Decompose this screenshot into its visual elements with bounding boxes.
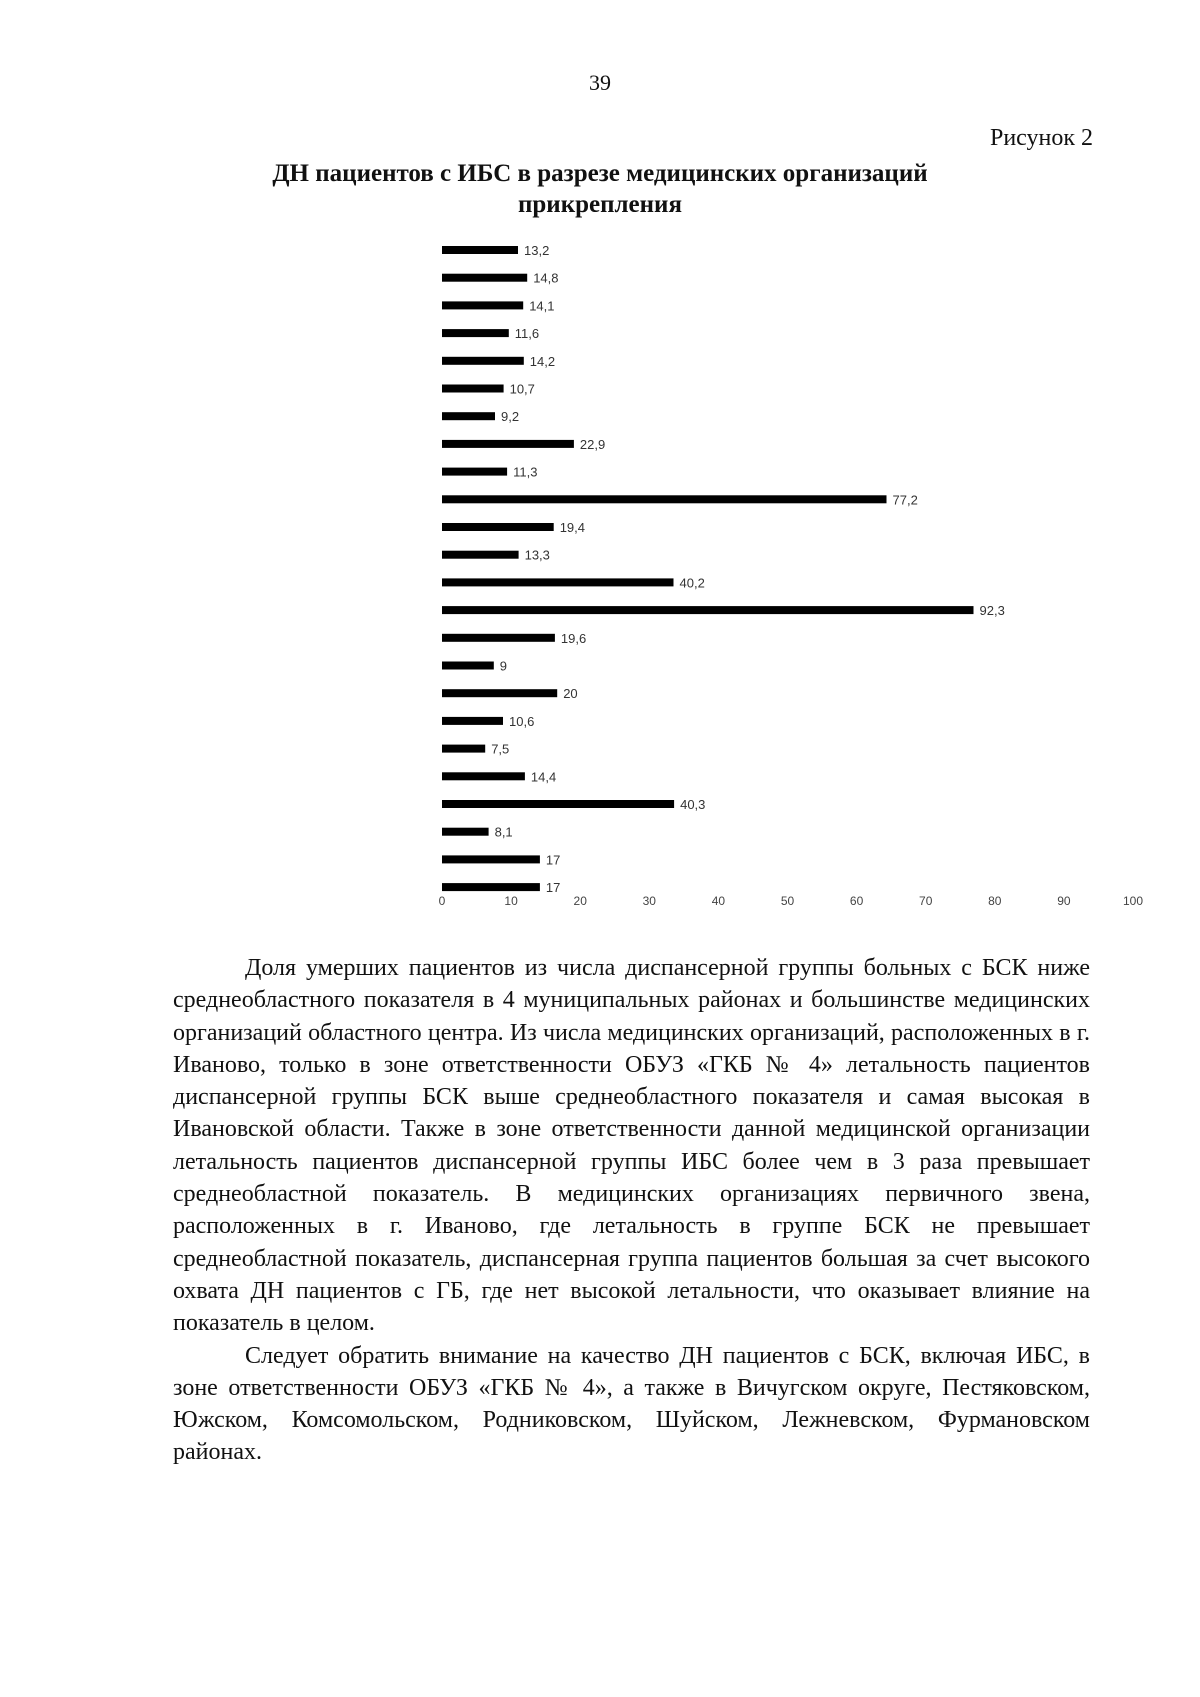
bar-value-label: 22,9 (579, 436, 606, 452)
x-tick-label: 0 (438, 894, 446, 908)
bar-value-label: 40,2 (679, 575, 705, 591)
bar-value-label: 17 (545, 852, 561, 868)
x-tick-label: 20 (573, 894, 587, 908)
x-tick-label: 60 (849, 894, 864, 908)
x-tick-label: 10 (504, 894, 518, 908)
bar (442, 745, 485, 753)
bar (442, 800, 674, 808)
bar-value-label: 92,3 (979, 603, 1005, 619)
x-tick-label: 40 (711, 894, 726, 908)
figure-label: Рисунок 2 (989, 125, 1093, 151)
bar-value-label: 17 (545, 880, 561, 896)
paragraph-1: Доля умерших пациентов из числа диспансерной группы больных с БСК ниже среднеобластного показателя в 4 муниципальных районах и большинстве медицинских организаций областного центра. Из числа медицинских организаций, расположенных в г. Иваново, только в зоне ответственности ОБУЗ «ГКБ № 4» летальность пациентов диспансерной группы БСК выше среднеобластного показателя и самая высокая в Ивановской области. Также в зоне ответственности данной медицинской организации летальность пациентов диспансерной группы ИБС более чем в 3 раза превышает среднеобластной показатель. В медицинских организациях первичного звена, расположенных в г. Иваново, где летальность в группе БСК не превышает среднеобластной показатель, диспансерная группа пациентов большая за счет высокого охвата ДН пациентов с ГБ, где нет высокой летальности, что оказывает влияние на показатель в целом. (173, 955, 1090, 1337)
bar (442, 717, 503, 725)
bar (442, 551, 519, 559)
x-tick-label: 90 (1057, 894, 1071, 908)
bar (442, 440, 574, 448)
bar (442, 689, 557, 697)
bar (442, 274, 527, 282)
bar (442, 855, 540, 863)
bar (442, 634, 555, 642)
bar-value-label: 13,2 (524, 243, 550, 258)
page-number: 39 (589, 70, 611, 95)
bar (442, 468, 507, 476)
x-tick-label: 50 (780, 894, 795, 908)
body-text (173, 952, 1090, 1469)
bar-value-label: 14,8 (533, 270, 559, 286)
chart-title: ДН пациентов с ИБС в разрезе медицинских организаций прикрепления (272, 160, 928, 218)
bar-value-label: 20 (563, 686, 578, 702)
bar-value-label: 19,4 (559, 520, 586, 535)
x-tick-label: 80 (988, 894, 1002, 908)
bar (442, 329, 509, 337)
bar-value-label: 8,1 (494, 824, 513, 840)
bar (442, 246, 518, 254)
bar-value-label: 19,6 (560, 630, 587, 646)
bar (442, 606, 974, 614)
bar-value-label: 77,2 (892, 492, 918, 508)
x-tick-label: 30 (642, 894, 656, 908)
bar-value-label: 11,3 (513, 464, 538, 480)
bar (442, 357, 524, 365)
bar-value-label: 9 (499, 658, 508, 674)
x-tick-label: 70 (919, 894, 933, 908)
bar (442, 412, 495, 420)
bar-value-label: 14,4 (530, 769, 557, 785)
bar-value-label: 13,3 (524, 547, 550, 563)
bar-value-label: 11,6 (514, 326, 540, 342)
bar (442, 828, 489, 836)
bar-value-label: 7,5 (491, 741, 510, 757)
bar-value-label: 40,3 (680, 797, 706, 812)
bar-value-label: 9,2 (501, 409, 520, 425)
bar-value-label: 10,6 (509, 713, 535, 729)
bar-value-label: 14,1 (529, 298, 555, 314)
bar (442, 772, 525, 780)
bar-value-label: 14,2 (529, 353, 556, 369)
bar (442, 495, 887, 503)
bar (442, 301, 523, 309)
x-tick-label: 100 (1122, 894, 1144, 908)
bar (442, 523, 554, 531)
bar (442, 578, 674, 586)
bar (442, 662, 494, 670)
bar (442, 385, 504, 393)
paragraph-2: Следует обратить внимание на качество ДН пациентов с БСК, включая ИБС, в зоне ответственности ОБУЗ «ГКБ № 4», а также в Вичугском округе, Пестяковском, Южском, Комсомольском, Родниковском, Шуйском, Лежневском, Фурмановском районах. (173, 1342, 1090, 1466)
bar-value-label: 10,7 (509, 381, 535, 397)
bar (442, 883, 540, 891)
